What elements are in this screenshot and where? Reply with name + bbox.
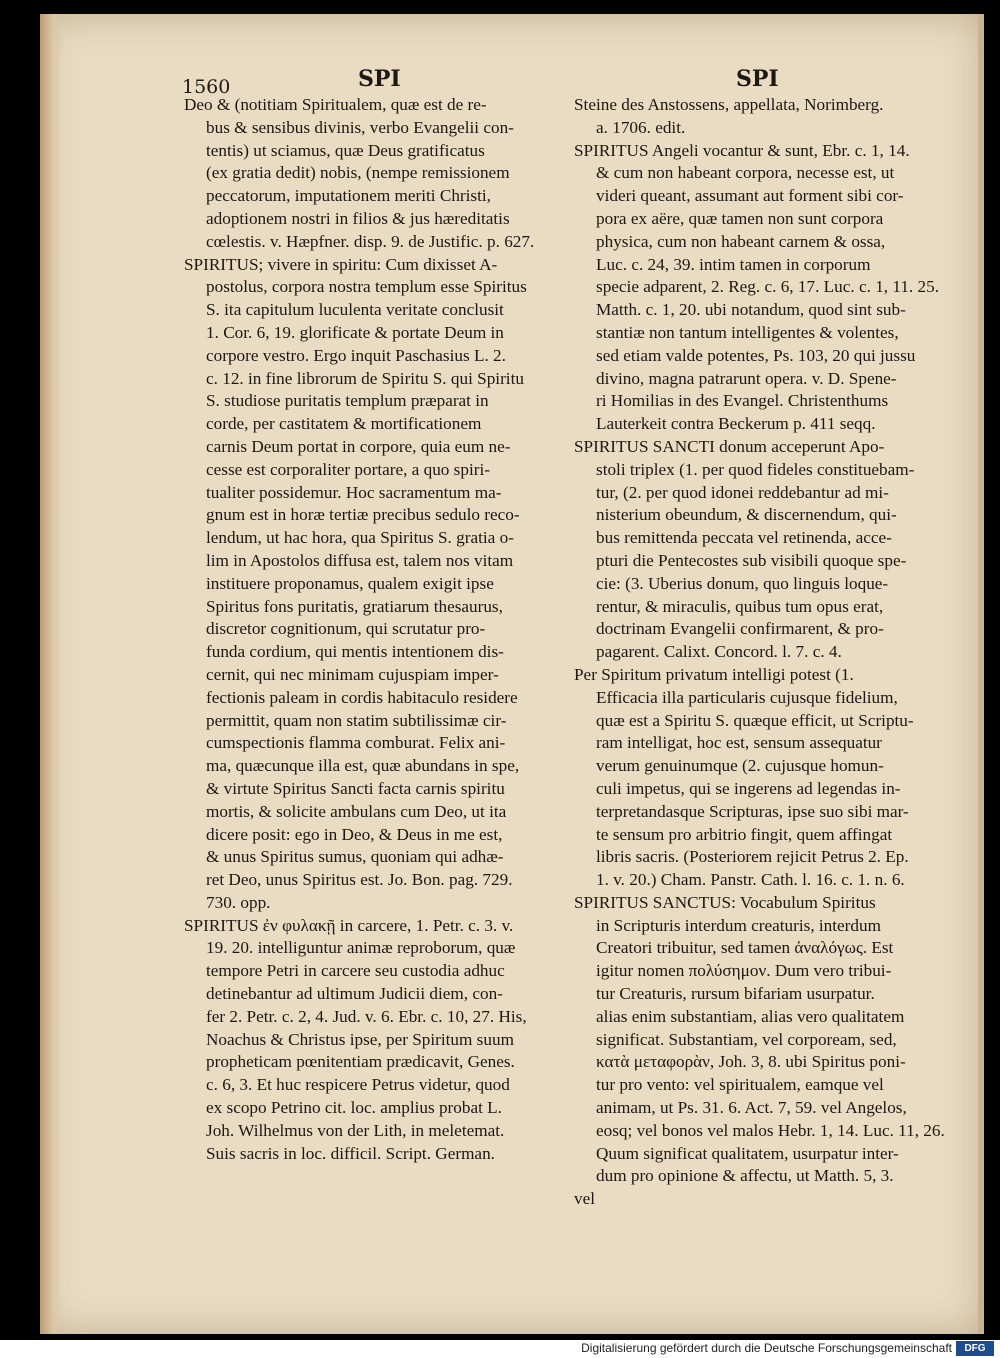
text-line: videri queant, assumant aut forment sibi cor-: [596, 186, 904, 206]
text-line: 19. 20. intelliguntur animæ reproborum, quæ: [206, 938, 516, 958]
text-line: pagarent. Calixt. Concord. l. 7. c. 4.: [596, 642, 842, 662]
text-line: nisterium obeundum, & discernendum, qui-: [596, 505, 897, 525]
text-line: corde, per castitatem & mortificationem: [206, 414, 482, 434]
text-line: fectionis paleam in cordis habitaculo residere: [206, 687, 518, 707]
text-line: fer 2. Petr. c. 2, 4. Jud. v. 6. Ebr. c. 10, 27. His,: [206, 1006, 527, 1026]
text-line: gnum est in horæ tertiæ precibus sedulo reco-: [206, 505, 520, 525]
text-line: pora ex aëre, quæ tamen non sunt corpora: [596, 208, 884, 228]
text-line: (ex gratia dedit) nobis, (nempe remissionem: [206, 163, 510, 183]
text-line: SPIRITUS ἐν φυλακῇ in carcere, 1. Petr. c. 3. v.: [184, 915, 514, 935]
text-line: S. ita capitulum luculenta veritate conclusit: [206, 300, 504, 320]
text-line: tur, (2. per quod idonei reddebantur ad mi-: [596, 482, 889, 502]
text-line: sed etiam valde potentes, Ps. 103, 20 qui jussu: [596, 345, 916, 365]
right-column: [574, 94, 945, 1211]
text-line: verum genuinumque (2. cujusque homun-: [596, 756, 884, 776]
text-line: SPIRITUS SANCTUS: Vocabulum Spiritus: [574, 892, 876, 912]
text-line: postolus, corpora nostra templum esse Spiritus: [206, 277, 527, 297]
text-line: significat. Substantiam, vel corpoream, sed,: [596, 1029, 897, 1049]
text-line: tualiter possidemur. Hoc sacramentum ma-: [206, 482, 502, 502]
text-line: & unus Spiritus sumus, quoniam qui adhæ-: [206, 847, 504, 867]
text-line: lendum, ut hac hora, qua Spiritus S. gratia o-: [206, 528, 514, 548]
text-line: tentis) ut sciamus, quæ Deus gratificatus: [206, 140, 485, 160]
text-line: Creatori tribuitur, sed tamen ἀναλόγως. Est: [596, 938, 894, 958]
text-line: dicere posit: ego in Deo, & Deus in me est,: [206, 824, 503, 844]
text-line: c. 12. in fine librorum de Spiritu S. qui Spiritu: [206, 368, 524, 388]
text-line: te sensum pro arbitrio fingit, quem affingat: [596, 824, 893, 844]
text-line: Quum significat qualitatem, usurpatur inter-: [596, 1143, 899, 1163]
running-head-left: SPI: [358, 66, 401, 92]
text-line: libris sacris. (Posteriorem rejicit Petrus 2. Ep.: [596, 847, 909, 867]
text-line: Joh. Wilhelmus von der Lith, in meletemat.: [206, 1120, 505, 1140]
text-line: stantiæ non tantum intelligentes & volentes,: [596, 322, 899, 342]
text-line: adoptionem nostri in filios & jus hæreditatis: [206, 208, 510, 228]
text-line: 1. Cor. 6, 19. glorificate & portate Deum in: [206, 322, 504, 342]
text-line: permittit, quam non statim subtilissimæ cir-: [206, 710, 507, 730]
text-line: peccatorum, imputationem meriti Christi,: [206, 186, 491, 206]
text-line: ri Homilias in des Evangel. Christenthums: [596, 391, 889, 411]
text-line: cœlestis. v. Hæpfner. disp. 9. de Justific. p. 627.: [206, 231, 535, 251]
text-line: lim in Apostolos diffusa est, talem nos vitam: [206, 550, 514, 570]
text-line: κατὰ μεταφορὰν, Joh. 3, 8. ubi Spiritus poni-: [596, 1052, 906, 1072]
text-line: stoli triplex (1. per quod fideles constituebam-: [596, 459, 915, 479]
text-line: S. studiose puritatis templum præparat in: [206, 391, 489, 411]
text-line: tempore Petri in carcere seu custodia adhuc: [206, 961, 505, 981]
page-gutter: [40, 14, 62, 1334]
text-line: SPIRITUS; vivere in spiritu: Cum dixisset A-: [184, 254, 498, 274]
text-line: SPIRITUS SANCTI donum acceperunt Apo-: [574, 436, 885, 456]
text-line: bus & sensibus divinis, verbo Evangelii con-: [206, 117, 514, 137]
text-line: cumspectionis flamma comburat. Felix ani-: [206, 733, 506, 753]
text-line: Lauterkeit contra Beckerum p. 411 seqq.: [596, 414, 876, 434]
text-line: c. 6, 3. Et huc respicere Petrus videtur, quod: [206, 1075, 510, 1095]
text-line: terpretandasque Scripturas, ipse suo sibi mar-: [596, 801, 909, 821]
text-line: cie: (3. Uberius donum, quo linguis loque-: [596, 573, 889, 593]
text-line: a. 1706. edit.: [596, 117, 686, 137]
text-line: detinebantur ad ultimum Judicii diem, con-: [206, 984, 503, 1004]
text-line: carnis Deum portat in corpore, quia eum ne-: [206, 436, 511, 456]
text-line: cesse est corporaliter portare, a quo spiri-: [206, 459, 490, 479]
text-line: tur pro vento: vel spiritualem, eamque vel: [596, 1075, 884, 1095]
text-line: Luc. c. 24, 39. intim tamen in corporum: [596, 254, 871, 274]
text-line: SPIRITUS Angeli vocantur & sunt, Ebr. c. 1, 14.: [574, 140, 910, 160]
text-line: doctrinam Evangelii confirmarent, & pro-: [596, 619, 884, 639]
text-line: propheticam pœnitentiam prædicavit, Genes.: [206, 1052, 515, 1072]
text-line: dum pro opinione & affectu, ut Matth. 5, 3.: [596, 1166, 894, 1186]
text-line: ram intelligat, hoc est, sensum assequatur: [596, 733, 882, 753]
text-line: Suis sacris in loc. difficil. Script. German.: [206, 1143, 495, 1163]
footer-credit: Digitalisierung gefördert durch die Deutsche Forschungsgemeinschaft: [581, 1341, 952, 1355]
text-line: culi impetus, qui se ingerens ad legendas in-: [596, 778, 901, 798]
text-line: eosq; vel bonos vel malos Hebr. 1, 14. Luc. 11, 26.: [596, 1120, 945, 1140]
text-line: Steine des Anstossens, appellata, Norimberg.: [574, 95, 884, 114]
text-line: Deo & (notitiam Spiritualem, quæ est de re-: [184, 95, 487, 114]
text-line: Matth. c. 1, 20. ubi notandum, quod sint sub-: [596, 300, 906, 320]
text-line: ma, quæcunque illa est, quæ abundans in spe,: [206, 756, 520, 776]
text-line: pturi die Pentecostes sub visibili quoque spe-: [596, 550, 907, 570]
text-line: ret Deo, unus Spiritus est. Jo. Bon. pag. 729.: [206, 870, 513, 890]
text-line: Noachus & Christus ipse, per Spiritum suum: [206, 1029, 514, 1049]
text-line: Spiritus fons puritatis, gratiarum thesaurus,: [206, 596, 503, 616]
text-line: in Scripturis interdum creaturis, interdum: [596, 915, 881, 935]
text-line: corpore vestro. Ergo inquit Paschasius L. 2.: [206, 345, 506, 365]
text-line: & virtute Spiritus Sancti facta carnis spiritu: [206, 778, 505, 798]
text-line: bus remittenda peccata vel retinenda, acce-: [596, 528, 892, 548]
text-line: instituere proponamus, qualem exigit ipse: [206, 573, 494, 593]
text-line: igitur nomen πολύσημον. Dum vero tribui-: [596, 961, 892, 981]
dfg-logo: DFG: [956, 1341, 994, 1356]
text-line: divino, magna patrarunt opera. v. D. Spene-: [596, 368, 897, 388]
text-line: Efficacia illa particularis cujusque fidelium,: [596, 687, 898, 707]
text-line: cernit, qui nec minimam cujuspiam imper-: [206, 664, 499, 684]
text-line: quæ est a Spiritu S. quæque efficit, ut Scriptu-: [596, 710, 914, 730]
text-line: discretor cognitionum, qui scrutatur pro-: [206, 619, 486, 639]
page-number: 1560: [182, 76, 231, 98]
running-head-right: SPI: [736, 66, 779, 92]
text-line: mortis, & solicite ambulans cum Deo, ut ita: [206, 801, 507, 821]
text-line: ex scopo Petrino cit. loc. amplius probat L.: [206, 1098, 502, 1118]
text-line: vel: [574, 1189, 595, 1209]
text-line: Per Spiritum privatum intelligi potest (1.: [574, 664, 854, 684]
text-line: alias enim substantiam, alias vero qualitatem: [596, 1006, 905, 1026]
text-line: 730. opp.: [206, 892, 271, 912]
text-line: funda cordium, qui mentis intentionem dis-: [206, 642, 504, 662]
left-column: [184, 94, 534, 1165]
text-line: tur Creaturis, rursum bifariam usurpatur.: [596, 984, 875, 1004]
text-line: 1. v. 20.) Cham. Panstr. Cath. l. 16. c. 1. n. 6.: [596, 870, 905, 890]
page-edge: [978, 14, 984, 1334]
text-line: rentur, & miraculis, quibus tum opus erat,: [596, 596, 884, 616]
text-line: animam, ut Ps. 31. 6. Act. 7, 59. vel Angelos,: [596, 1098, 907, 1118]
text-line: & cum non habeant corpora, necesse est, ut: [596, 163, 895, 183]
text-line: physica, cum non habeant carnem & ossa,: [596, 231, 886, 251]
text-line: specie adparent, 2. Reg. c. 6, 17. Luc. c. 1, 11. 25.: [596, 277, 940, 297]
